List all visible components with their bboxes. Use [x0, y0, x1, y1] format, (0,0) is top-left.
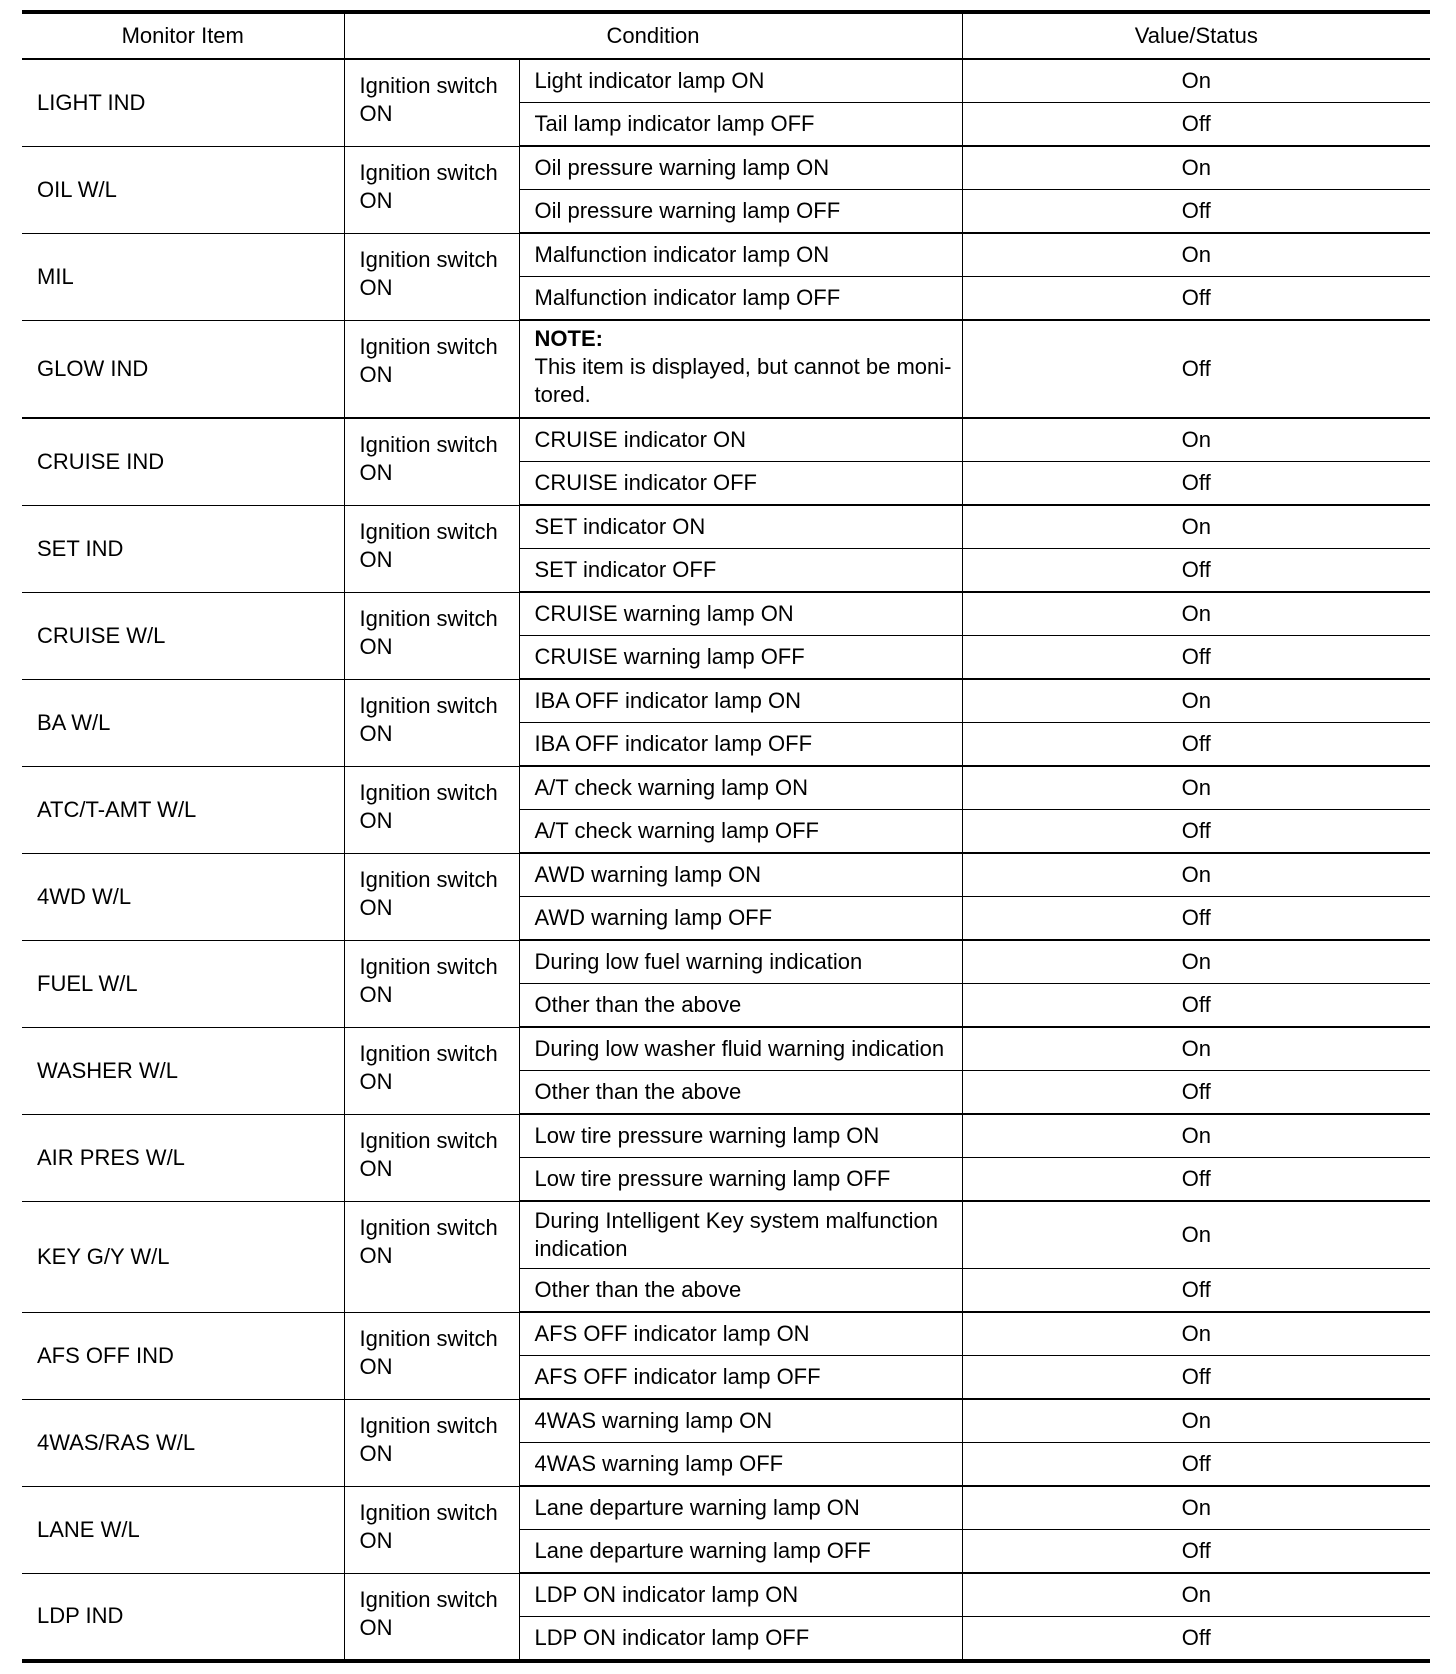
monitor-item-name: AFS OFF IND — [22, 1312, 344, 1399]
condition-cell: IBA OFF indicator lamp ON — [519, 679, 962, 723]
header-value-status: Value/Status — [962, 12, 1430, 59]
value-status-cell: Off — [962, 636, 1430, 680]
condition-cell: LDP ON indicator lamp OFF — [519, 1617, 962, 1662]
monitor-item-name: LANE W/L — [22, 1486, 344, 1573]
table-row — [22, 1486, 1430, 1530]
condition-cell: During Intelligent Key system malfunction indication — [519, 1201, 962, 1269]
monitor-item-name: AIR PRES W/L — [22, 1114, 344, 1201]
ignition-condition: Ignition switch ON — [344, 1312, 519, 1399]
monitor-item-name: SET IND — [22, 505, 344, 592]
value-status-cell: On — [962, 1312, 1430, 1356]
ignition-condition: Ignition switch ON — [344, 1573, 519, 1661]
condition-cell: Other than the above — [519, 1269, 962, 1313]
value-status-cell: Off — [962, 1530, 1430, 1574]
condition-cell: Light indicator lamp ON — [519, 59, 962, 103]
value-status-cell: Off — [962, 1617, 1430, 1662]
value-status-cell: On — [962, 146, 1430, 190]
value-status-cell: Off — [962, 897, 1430, 941]
value-status-cell: Off — [962, 190, 1430, 234]
ignition-condition: Ignition switch ON — [344, 1399, 519, 1486]
condition-cell: Other than the above — [519, 1071, 962, 1115]
value-status-cell: Off — [962, 320, 1430, 418]
condition-cell: IBA OFF indicator lamp OFF — [519, 723, 962, 767]
table-row — [22, 679, 1430, 723]
condition-cell: AWD warning lamp OFF — [519, 897, 962, 941]
value-status-cell: Off — [962, 984, 1430, 1028]
header-monitor-item: Monitor Item — [22, 12, 344, 59]
condition-cell: CRUISE indicator OFF — [519, 462, 962, 506]
condition-cell: CRUISE indicator ON — [519, 418, 962, 462]
header-condition: Condition — [344, 12, 962, 59]
value-status-cell: On — [962, 679, 1430, 723]
table-header-row — [22, 12, 1430, 59]
ignition-condition: Ignition switch ON — [344, 505, 519, 592]
condition-cell: A/T check warning lamp ON — [519, 766, 962, 810]
condition-cell — [519, 320, 962, 418]
ignition-condition: Ignition switch ON — [344, 853, 519, 940]
value-status-cell: On — [962, 1486, 1430, 1530]
condition-cell: AWD warning lamp ON — [519, 853, 962, 897]
condition-cell: Lane departure warning lamp ON — [519, 1486, 962, 1530]
condition-cell: 4WAS warning lamp ON — [519, 1399, 962, 1443]
note-title: NOTE: — [534, 326, 603, 351]
condition-cell: SET indicator ON — [519, 505, 962, 549]
monitor-item-name: GLOW IND — [22, 320, 344, 418]
value-status-cell: On — [962, 766, 1430, 810]
table-row — [22, 940, 1430, 984]
monitor-item-name: 4WD W/L — [22, 853, 344, 940]
table-row — [22, 1399, 1430, 1443]
monitor-item-name: MIL — [22, 233, 344, 320]
value-status-cell: On — [962, 592, 1430, 636]
monitor-table — [22, 10, 1430, 1663]
condition-cell: Low tire pressure warning lamp ON — [519, 1114, 962, 1158]
value-status-cell: Off — [962, 810, 1430, 854]
value-status-cell: On — [962, 1573, 1430, 1617]
ignition-condition: Ignition switch ON — [344, 320, 519, 418]
ignition-condition: Ignition switch ON — [344, 940, 519, 1027]
value-status-cell: On — [962, 1399, 1430, 1443]
value-status-cell: On — [962, 1114, 1430, 1158]
value-status-cell: Off — [962, 723, 1430, 767]
condition-cell: A/T check warning lamp OFF — [519, 810, 962, 854]
table-row — [22, 1201, 1430, 1269]
ignition-condition: Ignition switch ON — [344, 679, 519, 766]
table-row — [22, 146, 1430, 190]
monitor-item-name: CRUISE IND — [22, 418, 344, 505]
table-row — [22, 592, 1430, 636]
value-status-cell: On — [962, 59, 1430, 103]
monitor-item-name: CRUISE W/L — [22, 592, 344, 679]
ignition-condition: Ignition switch ON — [344, 1486, 519, 1573]
monitor-item-name: ATC/T-AMT W/L — [22, 766, 344, 853]
value-status-cell: On — [962, 233, 1430, 277]
ignition-condition: Ignition switch ON — [344, 1114, 519, 1201]
value-status-cell: Off — [962, 549, 1430, 593]
table-row — [22, 505, 1430, 549]
monitor-item-name: FUEL W/L — [22, 940, 344, 1027]
table-row — [22, 1573, 1430, 1617]
ignition-condition: Ignition switch ON — [344, 418, 519, 505]
condition-cell: 4WAS warning lamp OFF — [519, 1443, 962, 1487]
monitor-item-name: KEY G/Y W/L — [22, 1201, 344, 1312]
value-status-cell: Off — [962, 277, 1430, 321]
ignition-condition: Ignition switch ON — [344, 1027, 519, 1114]
condition-cell: During low fuel warning indication — [519, 940, 962, 984]
condition-cell: AFS OFF indicator lamp OFF — [519, 1356, 962, 1400]
condition-cell: AFS OFF indicator lamp ON — [519, 1312, 962, 1356]
value-status-cell: On — [962, 505, 1430, 549]
monitor-item-name: WASHER W/L — [22, 1027, 344, 1114]
condition-cell: Low tire pressure warning lamp OFF — [519, 1158, 962, 1202]
value-status-cell: Off — [962, 462, 1430, 506]
ignition-condition: Ignition switch ON — [344, 766, 519, 853]
monitor-item-name: 4WAS/RAS W/L — [22, 1399, 344, 1486]
monitor-table-container — [22, 10, 1430, 1663]
table-row — [22, 1027, 1430, 1071]
table-row — [22, 59, 1430, 103]
monitor-item-name: OIL W/L — [22, 146, 344, 233]
ignition-condition: Ignition switch ON — [344, 146, 519, 233]
value-status-cell: On — [962, 940, 1430, 984]
condition-cell: LDP ON indicator lamp ON — [519, 1573, 962, 1617]
condition-cell: Other than the above — [519, 984, 962, 1028]
value-status-cell: Off — [962, 1269, 1430, 1313]
value-status-cell: On — [962, 1027, 1430, 1071]
condition-cell: Malfunction indicator lamp ON — [519, 233, 962, 277]
condition-cell: Oil pressure warning lamp OFF — [519, 190, 962, 234]
value-status-cell: Off — [962, 1356, 1430, 1400]
value-status-cell: On — [962, 853, 1430, 897]
value-status-cell: On — [962, 1201, 1430, 1269]
table-row — [22, 320, 1430, 418]
value-status-cell: Off — [962, 103, 1430, 147]
note-text: This item is displayed, but cannot be moni-tored. — [534, 354, 952, 407]
condition-cell: Oil pressure warning lamp ON — [519, 146, 962, 190]
ignition-condition: Ignition switch ON — [344, 1201, 519, 1312]
condition-cell: CRUISE warning lamp OFF — [519, 636, 962, 680]
condition-cell: CRUISE warning lamp ON — [519, 592, 962, 636]
table-row — [22, 418, 1430, 462]
condition-cell: SET indicator OFF — [519, 549, 962, 593]
ignition-condition: Ignition switch ON — [344, 59, 519, 146]
table-row — [22, 1114, 1430, 1158]
monitor-item-name: LIGHT IND — [22, 59, 344, 146]
monitor-item-name: BA W/L — [22, 679, 344, 766]
table-row — [22, 1312, 1430, 1356]
value-status-cell: Off — [962, 1158, 1430, 1202]
ignition-condition: Ignition switch ON — [344, 233, 519, 320]
monitor-item-name: LDP IND — [22, 1573, 344, 1661]
condition-cell: Malfunction indicator lamp OFF — [519, 277, 962, 321]
condition-cell: Tail lamp indicator lamp OFF — [519, 103, 962, 147]
table-row — [22, 853, 1430, 897]
value-status-cell: Off — [962, 1443, 1430, 1487]
table-row — [22, 766, 1430, 810]
table-body — [22, 59, 1430, 1661]
value-status-cell: On — [962, 418, 1430, 462]
condition-cell: During low washer fluid warning indication — [519, 1027, 962, 1071]
value-status-cell: Off — [962, 1071, 1430, 1115]
table-row — [22, 233, 1430, 277]
condition-cell: Lane departure warning lamp OFF — [519, 1530, 962, 1574]
ignition-condition: Ignition switch ON — [344, 592, 519, 679]
